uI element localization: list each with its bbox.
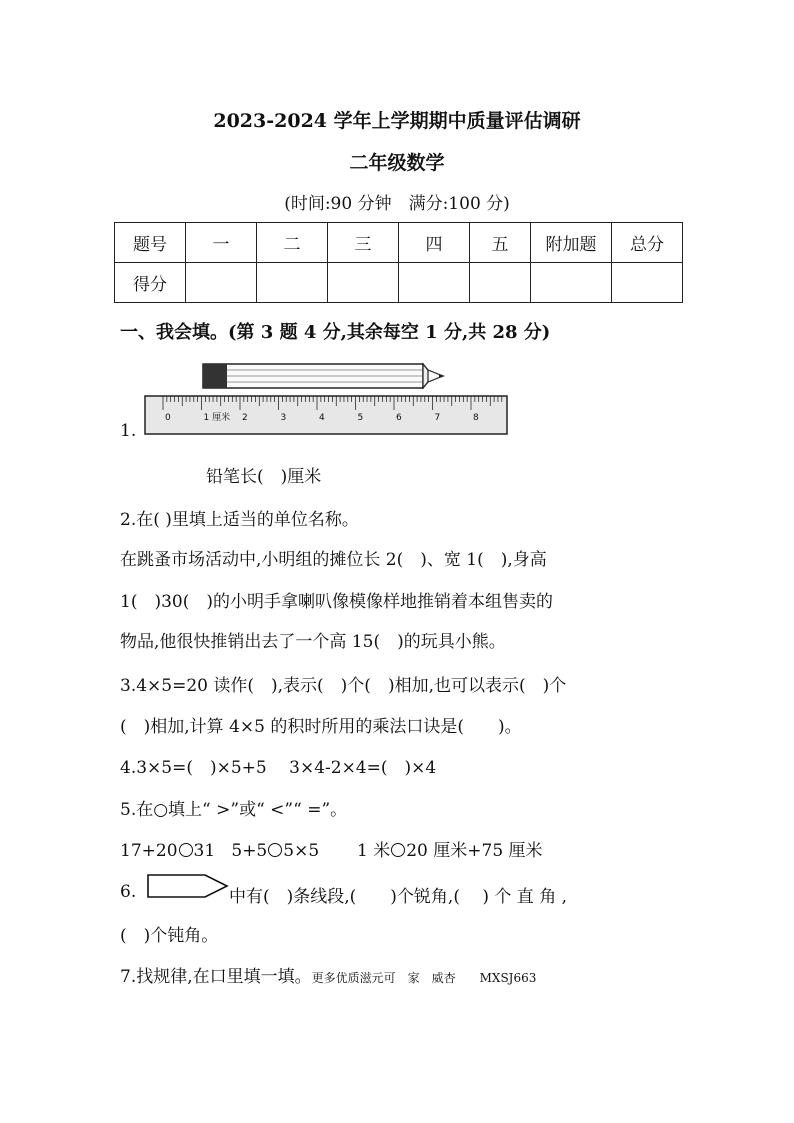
comparison-item: 1 米 20 厘米+75 厘米 — [356, 841, 543, 861]
q2-line-4: 物品,他很快推销出去了一个高 15( )的玩具小熊。 — [120, 632, 506, 652]
pencil-icon — [203, 364, 445, 388]
ruler-label: 3 — [280, 413, 287, 423]
score-cell[interactable] — [399, 263, 470, 303]
score-table — [114, 222, 683, 303]
table-header-cell: 三 — [328, 223, 399, 263]
score-row-label: 得分 — [115, 263, 186, 303]
q5-comparisons — [120, 836, 543, 861]
q6-line-2: ( )个钝角。 — [120, 926, 219, 946]
ruler-label: 2 — [242, 413, 248, 423]
exam-title: 2023-2024 学年上学期期中质量评估调研 — [213, 110, 581, 132]
q1-pencil-length: 铅笔长( )厘米 — [206, 467, 322, 487]
q5-instruction: 5.在○填上“ >”或“ <”“ =”。 — [120, 800, 348, 820]
ruler-label: 0 — [165, 413, 171, 423]
ruler-label: 4 — [319, 413, 325, 423]
ruler-label: 7 — [434, 413, 441, 423]
compare-circle[interactable] — [268, 843, 282, 857]
q2-line-2: 在跳蚤市场活动中,小明组的摊位长 2( )、宽 1( ),身高 — [120, 550, 547, 570]
table-header-cell: 附加题 — [531, 223, 612, 263]
section-1-heading: 一、我会填。(第 3 题 4 分,其余每空 1 分,共 28 分) — [120, 322, 551, 343]
table-header-cell: 一 — [186, 223, 257, 263]
table-header-cell: 四 — [399, 223, 470, 263]
table-header-cell: 二 — [257, 223, 328, 263]
compare-circle[interactable] — [391, 843, 405, 857]
ruler-label: 6 — [396, 413, 402, 423]
score-cell[interactable] — [186, 263, 257, 303]
score-cell[interactable] — [470, 263, 531, 303]
pencil-ruler-figure — [143, 356, 513, 438]
score-table-header-row — [115, 223, 683, 263]
ruler-icon — [145, 396, 507, 434]
exam-subtitle: 二年级数学 — [349, 152, 445, 174]
pentagon-shape-icon — [147, 874, 229, 898]
q6-number: 6. — [120, 882, 137, 902]
q7-instruction: 7.找规律,在口里填一填。 — [120, 967, 312, 987]
q2-line-3: 1( )30( )的小明手拿喇叭像模像样地推销着本组售卖的 — [120, 592, 553, 612]
score-cell[interactable] — [257, 263, 328, 303]
q4-line-1: 4.3×5=( )×5+5 3×4-2×4=( )×4 — [120, 758, 437, 778]
q6-text: 中有( )条线段,( )个锐角,( ) 个 直 角 , — [229, 887, 568, 907]
score-cell[interactable] — [531, 263, 612, 303]
ruler-label: 5 — [357, 413, 364, 423]
comparison-item: 17+20 31 — [120, 841, 216, 861]
q3-line-2: ( )相加,计算 4×5 的积时所用的乘法口诀是( )。 — [120, 717, 522, 737]
table-header-cell: 总分 — [612, 223, 683, 263]
q2-line-1: 2.在( )里填上适当的单位名称。 — [120, 510, 359, 530]
compare-circle[interactable] — [179, 843, 193, 857]
table-header-cell: 题号 — [115, 223, 186, 263]
ruler-label: 8 — [473, 413, 479, 423]
watermark-text: 更多优质滋元可 家 威杏 MXSJ663 — [311, 971, 537, 985]
comparison-item: 5+5 5×5 — [231, 841, 320, 861]
ruler-label: 1 厘米 — [203, 413, 231, 423]
q1-number: 1. — [120, 421, 137, 441]
q3-line-1: 3.4×5=20 读作( ),表示( )个( )相加,也可以表示( )个 — [120, 676, 567, 696]
score-cell[interactable] — [328, 263, 399, 303]
time-info: (时间:90 分钟 满分:100 分) — [284, 194, 510, 214]
table-header-cell: 五 — [470, 223, 531, 263]
score-table-score-row — [115, 263, 683, 303]
score-cell[interactable] — [612, 263, 683, 303]
q7-text — [120, 962, 536, 987]
